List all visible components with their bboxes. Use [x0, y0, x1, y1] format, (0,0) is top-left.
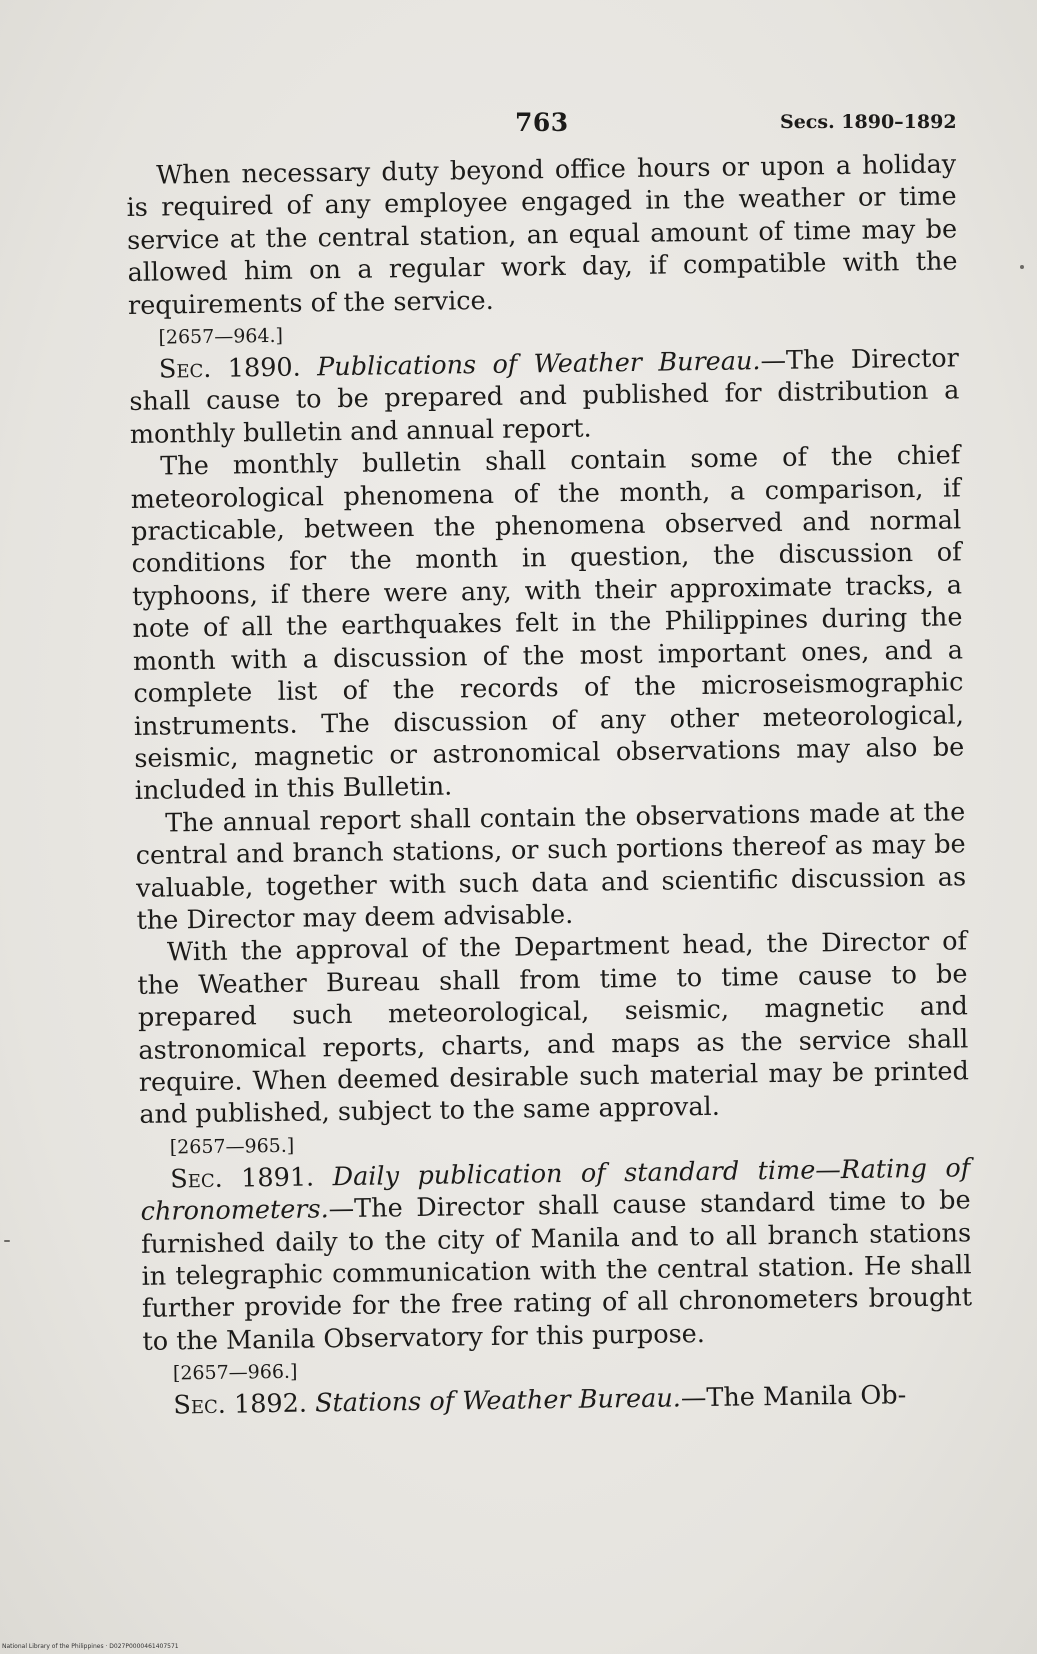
section-1891: [140, 1152, 973, 1358]
paragraph-overtime: When necessary duty beyond office hours or upon a holiday is required of any employee engaged in the weather or time service at the central station, an equal amount of time may be allowed him on a regular work day, if compatible with the requirements of the service.: [126, 149, 958, 321]
section-title: Daily publication of standard time—Rating of chronometers.: [140, 1153, 971, 1228]
body-text: [126, 148, 974, 1422]
paragraph-department-approval: With the approval of the Department head, the Director of the Weather Bureau shall from time to time cause to be prepared such meteorological, seismic, magnetic and astronomical reports, charts, and maps as the service shall require. When deemed desirable such material may be printed and published, subject to the same approval.: [137, 926, 970, 1131]
paragraph-monthly-bulletin: The monthly bulletin shall contain some of the chief meteorological phenomena of the month, a comparison, if practicable, between the phenomena observed and normal conditions for the month in question, the discussion of typhoons, if there were any, with their approximate tracks, a note of all the earthquakes felt in the Philippines during the month with a discussion of the most important ones, and a complete list of the records of the microseismographic instruments. The discussion of any other meteorological, seismic, magnetic or astronomical observations may also be included in this Bulletin.: [130, 440, 965, 807]
citation-966: [2657—966.]: [172, 1360, 298, 1385]
section-title: Stations of Weather Bureau.: [314, 1383, 682, 1419]
section-text: —The Manila Ob-: [680, 1380, 907, 1414]
section-text: —The Director shall cause to be prepared and published for distribution a monthly bulletin and annual report.: [129, 343, 960, 450]
section-range: Secs. 1890–1892: [780, 111, 957, 133]
footer-source: National Library of the Philippines · D027P0000461407571: [2, 1643, 179, 1650]
section-text: —The Director shall cause standard time to be furnished daily to the city of Manila and to all branch stations in telegraphic communication with the central station. He shall further provide for the free rating of all chronometers brought to the Manila Observatory for this purpose.: [140, 1185, 973, 1357]
page-header: [0, 108, 1037, 148]
page-number: 763: [515, 108, 569, 137]
section-title: Publications of Weather Bureau.: [316, 346, 761, 383]
citation-964: [2657—964.]: [158, 324, 284, 349]
section-label: Sec. 1891.: [170, 1162, 315, 1195]
citation-965: [2657—965.]: [169, 1134, 295, 1159]
paragraph-annual-report: The annual report shall contain the observations made at the central and branch stations, or such portions thereof as may be valuable, together with such data and scientific discussion as the Director may deem advisable.: [135, 797, 967, 936]
section-label: Sec. 1890.: [158, 352, 301, 385]
section-1890: [129, 342, 960, 451]
scan-speck: [1020, 265, 1024, 269]
scan-speck: [4, 1240, 10, 1242]
section-label: Sec. 1892.: [173, 1388, 308, 1421]
